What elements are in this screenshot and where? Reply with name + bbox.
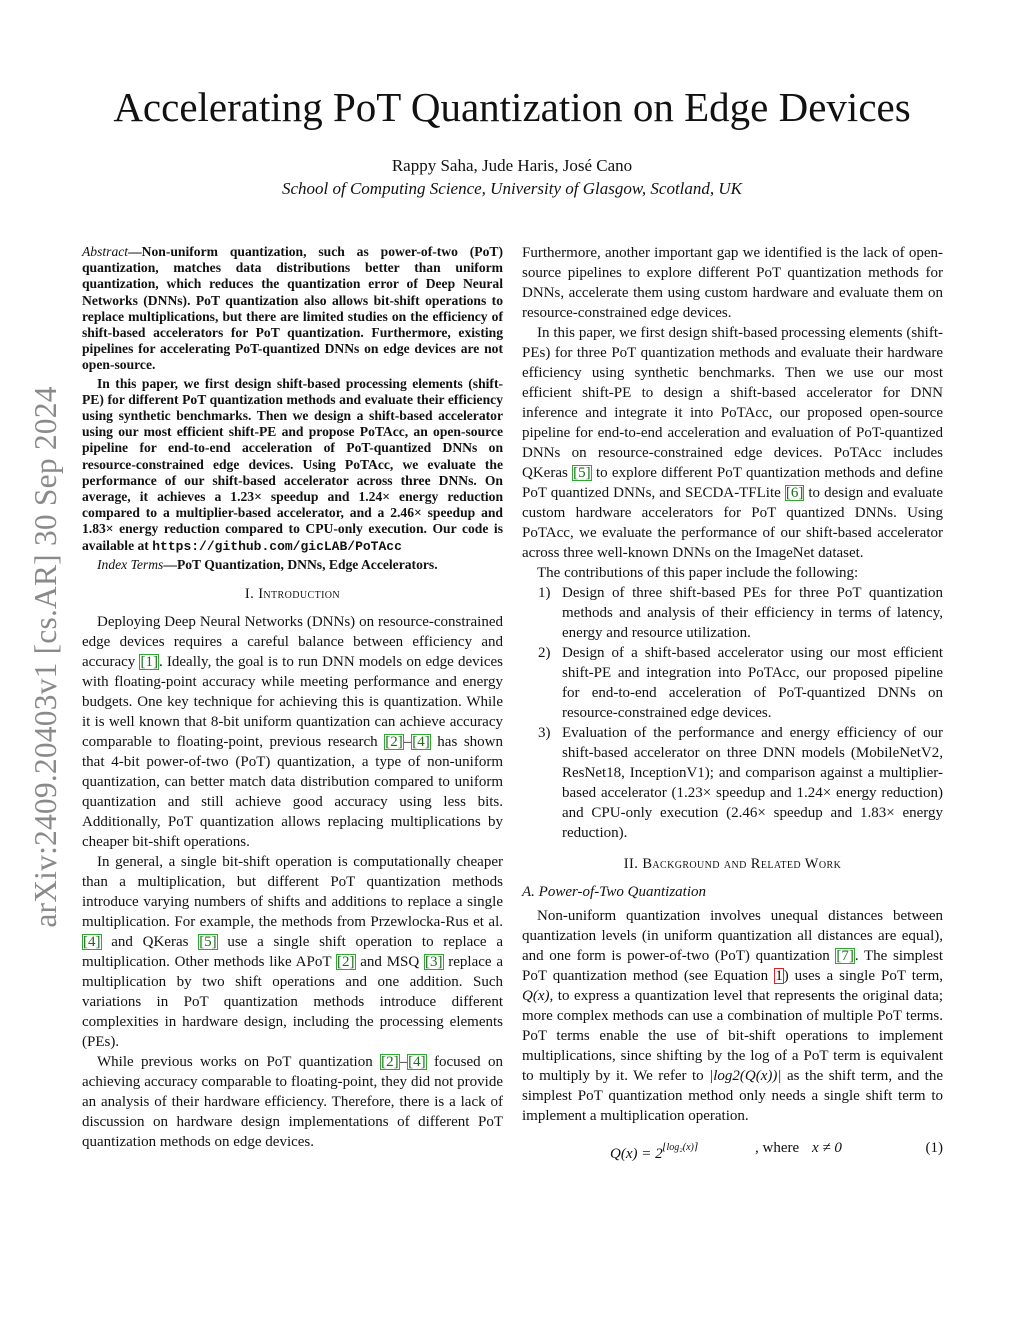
contribution-text: Evaluation of the performance and energy efficiency of our shift-based accelerator on three DNN models (MobileNetV2, ResNet18, InceptionV1); and comparison against a multiplier-based accelerator (1.23× speedup and 1.24× energy reduction) and CPU-only execution (2.46× speedup and 1.83× energy reduction). bbox=[562, 725, 943, 841]
subsection-heading-pot: A. Power-of-Two Quantization bbox=[522, 884, 707, 900]
intro-p2-text-b: and QKeras bbox=[101, 934, 199, 951]
right-column bbox=[522, 243, 943, 1162]
citation-link[interactable]: [2] bbox=[337, 954, 355, 971]
intro-paragraph-2 bbox=[82, 852, 503, 1052]
contribution-text: Design of a shift-based accelerator using our most efficient shift-PE and integration into PoTAcc, our proposed pipeline for end-to-end acceleration of PoT-quantized DNNs on resource-constrained edge devices. bbox=[562, 645, 943, 721]
bg-p1-text-a: Non-uniform quantization involves unequal distances between quantization levels (in uniform quantization all distances are equal), and one form is power-of-two (PoT) quantization bbox=[522, 908, 943, 964]
equation-reference-link[interactable]: 1 bbox=[775, 968, 783, 984]
contributions-intro: The contributions of this paper include the following: bbox=[537, 565, 859, 581]
abstract-label: Abstract bbox=[82, 244, 129, 259]
math-shift-term: |log2(Q(x))| bbox=[709, 1068, 782, 1084]
index-terms-text: —PoT Quantization, DNNs, Edge Accelerators. bbox=[163, 556, 438, 572]
intro-p3-text-c: focused on achieving accuracy comparable to floating-point, they did not provide an analysis of their hardware efficiency. Therefore, there is a lack of discussion on hardware design implementations of different PoT quantization methods on edge devices. bbox=[82, 1054, 503, 1151]
citation-link[interactable]: [2] bbox=[385, 734, 403, 751]
intro-p1-text-b: . Ideally, the goal is to run DNN models on edge devices with floating-point accuracy while meeting performance and energy budgets. One key technique for achieving this is quantization. While it is well known that 8-bit uniform quantization can achieve accuracy comparable to floating-point, previous research bbox=[82, 654, 503, 751]
intro-paragraph-5 bbox=[522, 323, 943, 563]
citation-link[interactable]: [4] bbox=[412, 734, 430, 751]
bg-p1-text-c: ) uses a single PoT term, bbox=[783, 968, 943, 984]
intro-p5-text-a: In this paper, we first design shift-based processing elements (shift-PEs) for three PoT quantization methods and evaluate their hardware efficiency using synthetic benchmarks. Then we use our most efficient shift-PE to design a shift-based accelerator for DNN inference and integrate it into PoTAcc, our proposed open-source pipeline for end-to-end acceleration and evaluation of PoT-quantized DNNs on resource-constrained edge devices. PoTAcc includes QKeras bbox=[522, 325, 943, 481]
citation-link[interactable]: [5] bbox=[573, 465, 591, 481]
arxiv-identifier-text: arXiv:2409.20403v1 [cs.AR] 30 Sep 2024 bbox=[28, 386, 63, 928]
bg-p1-text-d: , to express a quantization level that represents the original data; more complex methods can use a combination of multiple PoT terms. PoT terms enable the use of bit-shift operations to implement multiplications, since shifting by the log of a PoT term is equivalent to multiply by it. We refer to bbox=[522, 988, 943, 1084]
contribution-item-1 bbox=[522, 583, 943, 643]
section-2-title: Background and Related Work bbox=[642, 856, 842, 872]
intro-p3-text-b: – bbox=[399, 1054, 408, 1071]
citation-link[interactable]: [2] bbox=[381, 1054, 399, 1071]
equation-number: (1) bbox=[925, 1140, 943, 1156]
intro-p2-text-a: In general, a single bit-shift operation is computationally cheaper than a multiplication, but different PoT quantization methods introduce varying numbers of shifts and additions to replace a single multiplication. For example, the methods from Przewlocka-Rus et al. bbox=[82, 854, 503, 931]
citation-link[interactable]: [4] bbox=[83, 934, 101, 951]
abstract-paragraph-2 bbox=[82, 376, 503, 555]
abstract-text-2: In this paper, we first design shift-based processing elements (shift-PE) for different PoT quantization methods and evaluate their efficiency using synthetic benchmarks. Then we design a shift-based accelerator using our most efficient shift-PE and propose PoTAcc, an open-source pipeline for end-to-end acceleration of PoT-quantized DNNs on resource-constrained edge devices. Using PoTAcc, we evaluate the performance of our shift-based accelerator across three DNNs. On average, it achieves a 1.23× speedup and 1.24× energy reduction compared to a multiplier-based accelerator, and a 2.46× speedup and 1.83× energy reduction compared to CPU-only execution. Our code is available at bbox=[82, 375, 503, 553]
equation-exponent: ⌊log₂(x)⌉ bbox=[662, 1142, 698, 1153]
contribution-item-3 bbox=[522, 723, 943, 843]
citation-link[interactable]: [1] bbox=[140, 654, 158, 671]
citation-link[interactable]: [4] bbox=[408, 1054, 426, 1071]
index-terms bbox=[82, 557, 503, 573]
intro-p5-text-b: to explore different PoT quantization methods and define PoT quantized DNNs, and SECDA-TFLite bbox=[522, 465, 943, 501]
bg-p1-text-e: as the shift term, and the simplest PoT quantization method only needs a single shift term to implement a multiplication operation. bbox=[522, 1068, 943, 1124]
intro-p5-text-c: to design and evaluate custom hardware accelerators for PoT quantized DNNs. Using PoTAcc, we evaluate the performance of our shift-based accelerator across three well-known DNNs on the ImageNet dataset. bbox=[522, 485, 943, 561]
contribution-number: 3) bbox=[538, 725, 551, 741]
contribution-number: 2) bbox=[538, 645, 551, 661]
section-1-numeral: I. bbox=[244, 586, 259, 603]
citation-link[interactable]: [3] bbox=[425, 954, 443, 971]
abstract-text-1: —Non-uniform quantization, such as power-of-two (PoT) quantization, matches data distributions better than uniform quantization, which reduces the quantization error of Deep Neural Networks (DNNs). PoT quantization also allows bit-shift operations to replace multiplications, but there are limited studies on the efficiency of shift-based accelerators for PoT quantization. Furthermore, existing pipelines for accelerating PoT-quantized DNNs on edge devices are not open-source. bbox=[82, 244, 503, 373]
contribution-number: 1) bbox=[538, 585, 551, 601]
left-column bbox=[82, 244, 503, 1152]
intro-p1-text-d: has shown that 4-bit power-of-two (PoT) quantization, a type of non-uniform quantization, can better match data distribution compared to uniform quantization and still achieve good accuracy using less bits. Additionally, PoT quantization allows replacing multiplications by cheaper bit-shift operations. bbox=[82, 734, 503, 851]
index-terms-label: Index Terms bbox=[97, 556, 164, 572]
contributions-list bbox=[522, 583, 943, 843]
citation-link[interactable]: [7] bbox=[836, 948, 854, 964]
intro-p2-text-c: use a single shift operation to replace a multiplication. Other methods like APoT bbox=[82, 934, 503, 971]
paper-title: Accelerating PoT Quantization on Edge Devices bbox=[113, 84, 911, 130]
contribution-item-2 bbox=[522, 643, 943, 723]
section-heading-background bbox=[522, 854, 943, 874]
contribution-text: Design of three shift-based PEs for three PoT quantization methods and analysis of their efficiency in terms of latency, energy and resource utilization. bbox=[562, 585, 943, 641]
intro-p1-text-a: Deploying Deep Neural Networks (DNNs) on resource-constrained edge devices requires a careful balance between efficiency and accuracy bbox=[82, 614, 503, 671]
arxiv-identifier-stamp bbox=[28, 352, 64, 962]
intro-p3-text-a: While previous works on PoT quantization bbox=[97, 1054, 381, 1071]
background-paragraph-1 bbox=[522, 906, 943, 1126]
intro-p1-text-c: – bbox=[403, 734, 412, 751]
equation-expression bbox=[610, 1138, 698, 1164]
section-1-title: Introduction bbox=[258, 586, 341, 603]
equation-where: , where bbox=[755, 1140, 800, 1156]
author-affiliation: School of Computing Science, University of Glasgow, Scotland, UK bbox=[281, 179, 743, 198]
section-2-numeral: II. bbox=[623, 856, 643, 872]
math-q-of-x: Q(x) bbox=[522, 988, 550, 1004]
equation-condition: x ≠ 0 bbox=[812, 1140, 842, 1156]
citation-link[interactable]: [5] bbox=[199, 934, 217, 951]
intro-p2-text-d: and MSQ bbox=[355, 954, 424, 971]
equation-lhs: Q(x) = 2 bbox=[610, 1146, 663, 1162]
intro-paragraph-3 bbox=[82, 1052, 503, 1152]
section-heading-introduction bbox=[82, 584, 503, 604]
intro-paragraph-4: Furthermore, another important gap we identified is the lack of open-source pipelines to explore different PoT quantization methods for DNNs, accelerate them using custom hardware and evaluate them on resource-constrained edge devices. bbox=[522, 245, 943, 321]
author-list: Rappy Saha, Jude Haris, José Cano bbox=[391, 156, 633, 175]
intro-p2-text-e: replace a multiplication by two shift operations and one addition. Such variations in PoT quantization methods introduce different complexities in hardware design, including the processing elements (PEs). bbox=[82, 954, 504, 1051]
intro-paragraph-1 bbox=[82, 612, 503, 852]
code-repository-link[interactable]: https://github.com/gicLAB/PoTAcc bbox=[152, 538, 402, 554]
abstract-paragraph-1 bbox=[82, 244, 503, 374]
citation-link[interactable]: [6] bbox=[785, 485, 804, 501]
equation-1 bbox=[522, 1136, 943, 1162]
bg-p1-text-b: . The simplest PoT quantization method (see Equation bbox=[522, 948, 943, 984]
